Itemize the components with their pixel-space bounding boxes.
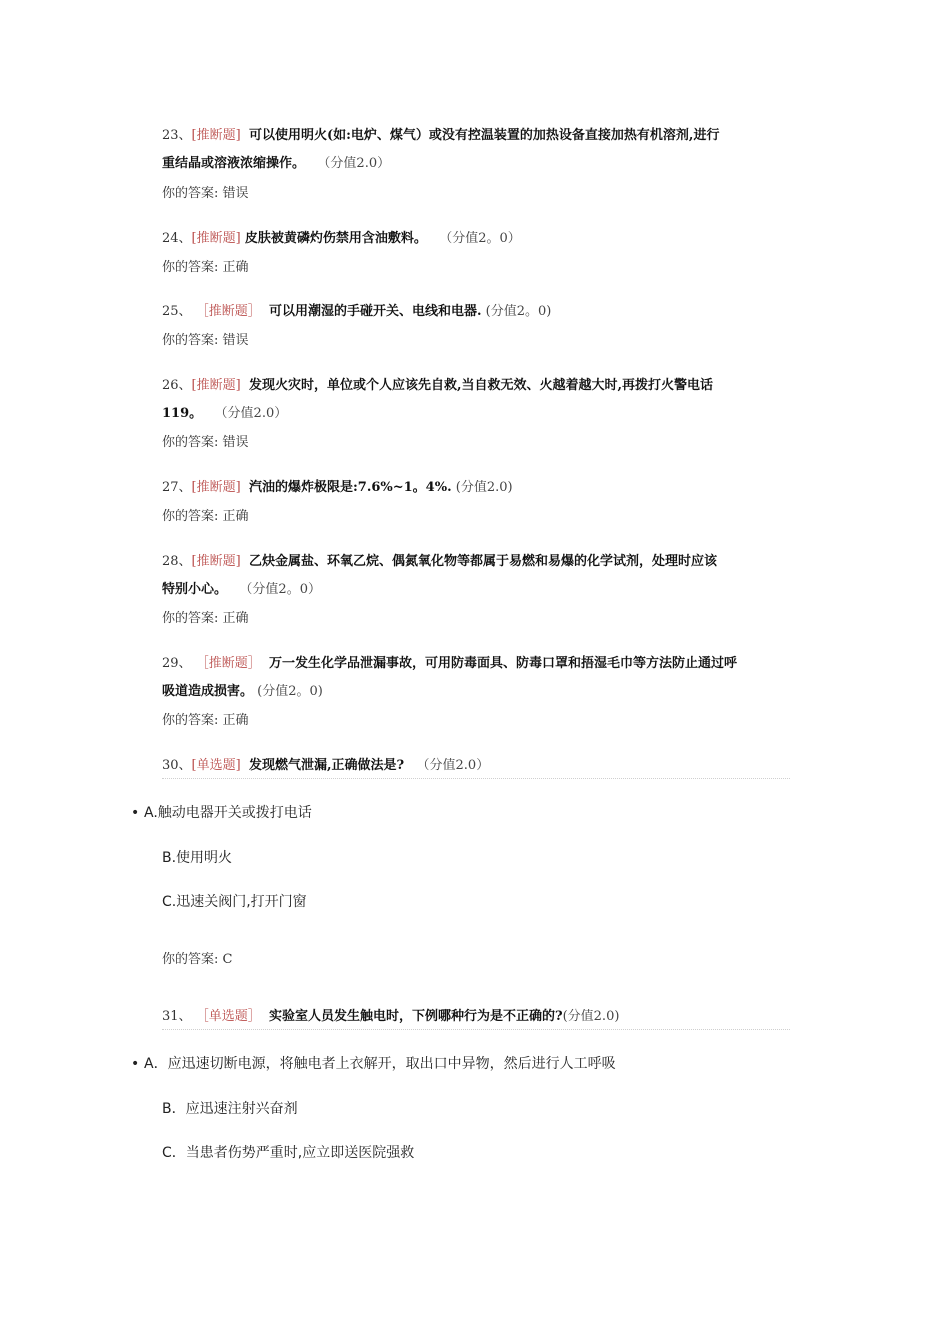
question-type-tag: [推断题] bbox=[191, 128, 241, 143]
question-score: （分值2。0） bbox=[439, 231, 521, 246]
question-type-tag: [单选题] bbox=[191, 758, 241, 773]
question-line-2 bbox=[162, 400, 790, 428]
question-type-tag: ［单选题］ bbox=[195, 1009, 261, 1024]
your-answer: 你的答案: C bbox=[162, 952, 233, 967]
question-stem-cont: 特别小心。 bbox=[162, 582, 228, 597]
question-27 bbox=[162, 474, 790, 502]
your-answer: 你的答案: 正确 bbox=[162, 713, 249, 728]
question-stem: 汽油的爆炸极限是:7.6%~1。4%. bbox=[248, 480, 452, 495]
question-line-2 bbox=[162, 150, 790, 178]
question-stem: 乙炔金属盐、环氧乙烷、偶氮氧化物等都属于易燃和易爆的化学试剂，处理时应该 bbox=[248, 554, 717, 569]
question-line-1 bbox=[162, 650, 790, 678]
question-stem: 可以使用明火(如:电炉、煤气）或没有控温装置的加热设备直接加热有机溶剂,进行 bbox=[248, 128, 720, 143]
option-c[interactable]: C．当患者伤势严重时,应立即送医院强救 bbox=[162, 1145, 415, 1161]
your-answer: 你的答案: 正确 bbox=[162, 509, 249, 524]
question-score: (分值2.0) bbox=[455, 480, 513, 495]
option-b[interactable]: B.使用明火 bbox=[162, 850, 233, 866]
question-score: （分值2。0） bbox=[239, 582, 321, 597]
question-24 bbox=[162, 225, 790, 253]
question-stem: 实验室人员发生触电时，下例哪种行为是不正确的? bbox=[268, 1009, 563, 1024]
question-type-tag: [推断题] bbox=[191, 378, 241, 393]
question-divider bbox=[162, 1029, 790, 1030]
your-answer: 你的答案: 错误 bbox=[162, 186, 249, 201]
question-25 bbox=[162, 298, 790, 326]
selected-bullet-icon: • bbox=[131, 1056, 140, 1072]
question-score: (分值2.0) bbox=[562, 1009, 620, 1024]
question-31 bbox=[162, 1003, 790, 1031]
question-score: （分值2.0） bbox=[214, 406, 288, 421]
question-type-tag: ［推断题］ bbox=[195, 304, 261, 319]
option-a[interactable]: A.触动电器开关或拨打电话 bbox=[144, 805, 312, 821]
question-type-tag: [推断题] bbox=[191, 480, 241, 495]
question-26 bbox=[162, 372, 790, 428]
question-number: 28、 bbox=[162, 554, 192, 569]
question-number: 24、 bbox=[162, 231, 192, 246]
question-28 bbox=[162, 548, 790, 604]
question-line-1 bbox=[162, 548, 790, 576]
question-score: (分值2。0) bbox=[485, 304, 552, 319]
question-type-tag: ［推断题］ bbox=[195, 656, 261, 671]
question-line-1 bbox=[162, 122, 790, 150]
question-type-tag: [推断题] bbox=[191, 231, 241, 246]
question-number: 30、 bbox=[162, 758, 192, 773]
question-29 bbox=[162, 650, 790, 706]
your-answer: 你的答案: 错误 bbox=[162, 333, 249, 348]
selected-bullet-icon: • bbox=[131, 805, 140, 821]
option-a[interactable]: A．应迅速切断电源，将触电者上衣解开，取出口中异物，然后进行人工呼吸 bbox=[144, 1056, 616, 1072]
question-line-2 bbox=[162, 576, 790, 604]
question-number: 29、 bbox=[162, 656, 192, 671]
your-answer: 你的答案: 错误 bbox=[162, 435, 249, 450]
question-number: 23、 bbox=[162, 128, 192, 143]
question-divider bbox=[162, 778, 790, 779]
question-number: 27、 bbox=[162, 480, 192, 495]
question-stem-cont: 119。 bbox=[162, 406, 203, 421]
question-30 bbox=[162, 752, 790, 780]
question-line-2 bbox=[162, 678, 790, 706]
question-number: 26、 bbox=[162, 378, 192, 393]
question-stem: 发现燃气泄漏,正确做法是? bbox=[248, 758, 405, 773]
question-type-tag: [推断题] bbox=[191, 554, 241, 569]
question-23 bbox=[162, 122, 790, 178]
your-answer: 你的答案: 正确 bbox=[162, 611, 249, 626]
question-score: （分值2.0） bbox=[317, 156, 391, 171]
question-stem: 可以用潮湿的手碰开关、电线和电器. bbox=[268, 304, 482, 319]
option-c[interactable]: C.迅速关阀门,打开门窗 bbox=[162, 894, 307, 910]
question-score: （分值2.0） bbox=[416, 758, 490, 773]
question-score: (分值2。0) bbox=[257, 684, 323, 699]
question-number: 25、 bbox=[162, 304, 192, 319]
option-b[interactable]: B．应迅速注射兴奋剂 bbox=[162, 1101, 298, 1117]
question-number: 31、 bbox=[162, 1009, 192, 1024]
question-stem-cont: 重结晶或溶液浓缩操作。 bbox=[162, 156, 306, 171]
question-stem: 万一发生化学品泄漏事故，可用防毒面具、防毒口罩和捂湿毛巾等方法防止通过呼 bbox=[268, 656, 737, 671]
question-stem: 皮肤被黄磷灼伤禁用含油敷料。 bbox=[244, 231, 427, 246]
question-stem-cont: 吸道造成损害。 bbox=[162, 684, 254, 699]
question-stem: 发现火灾时，单位或个人应该先自救,当自救无效、火越着越大时,再拨打火警电话 bbox=[248, 378, 714, 393]
question-line-1 bbox=[162, 372, 790, 400]
your-answer: 你的答案: 正确 bbox=[162, 260, 249, 275]
